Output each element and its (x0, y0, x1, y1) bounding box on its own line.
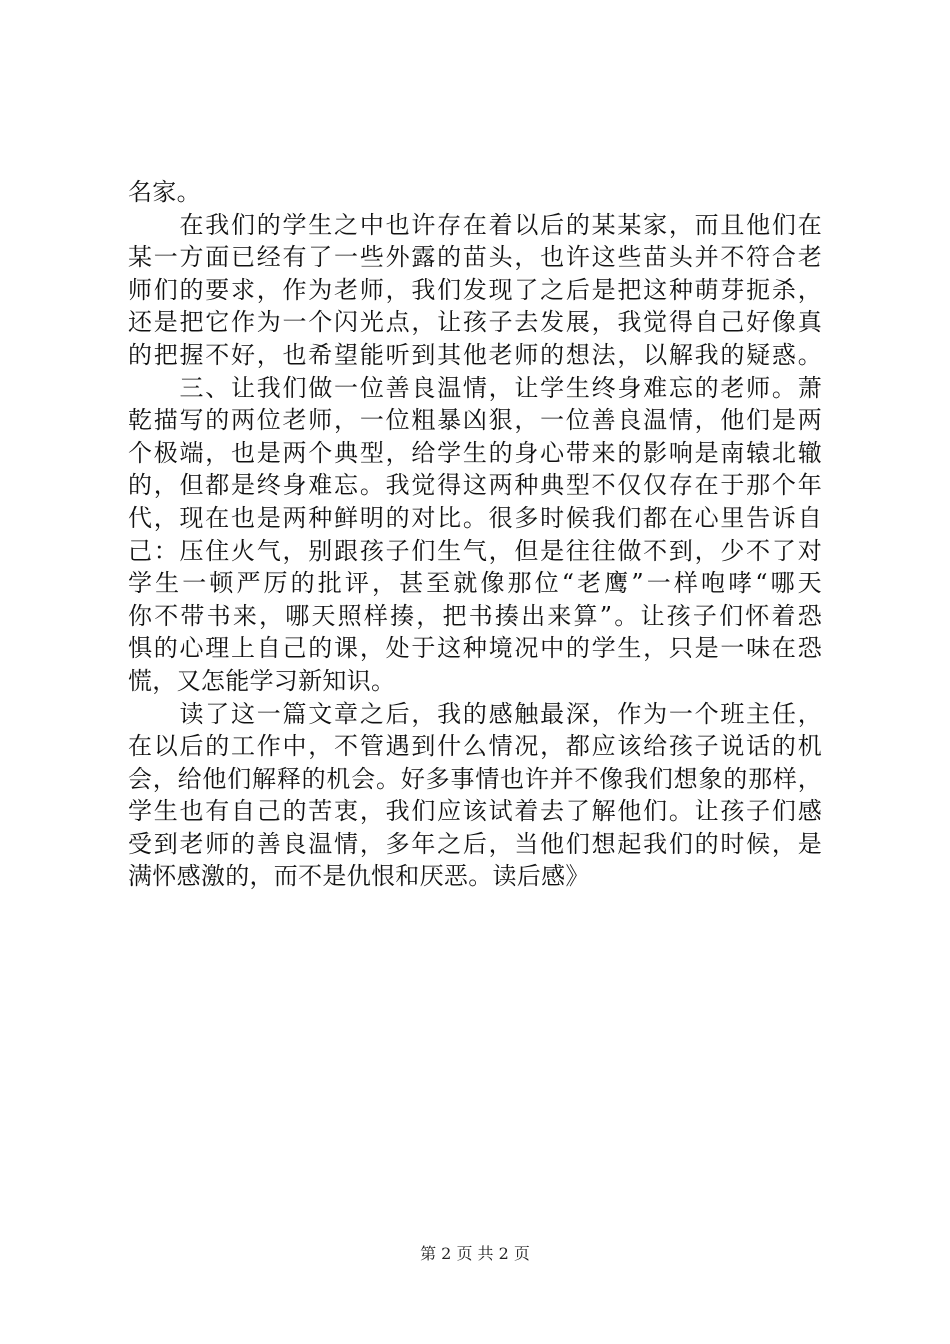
text-line: 乾描写的两位老师，一位粗暴凶狠，一位善良温情，他们是两 (128, 406, 822, 435)
text-line: 学生一顿严厉的批评，甚至就像那位“老鹰”一样咆哮“哪天 (128, 569, 822, 598)
text-line: 三、让我们做一位善良温情，让学生终身难忘的老师。萧 (128, 373, 822, 402)
text-line: 读了这一篇文章之后，我的感触最深，作为一个班主任， (128, 699, 822, 728)
text-line: 师们的要求，作为老师，我们发现了之后是把这种萌芽扼杀， (128, 275, 822, 304)
text-line: 的，但都是终身难忘。我觉得这两种典型不仅仅存在于那个年 (128, 471, 822, 500)
text-line: 慌，又怎能学习新知识。 (128, 666, 396, 695)
text-line: 你不带书来，哪天照样揍，把书揍出来算”。让孩子们怀着恐 (128, 601, 822, 630)
text-line: 还是把它作为一个闪光点，让孩子去发展，我觉得自己好像真 (128, 308, 822, 337)
body-text (128, 176, 822, 893)
text-line: 某一方面已经有了一些外露的苗头，也许这些苗头并不符合老 (128, 243, 822, 272)
text-line: 代，现在也是两种鲜明的对比。很多时候我们都在心里告诉自 (128, 503, 822, 532)
text-line: 在以后的工作中，不管遇到什么情况，都应该给孩子说话的机 (128, 732, 822, 761)
text-line: 惧的心理上自己的课，处于这种境况中的学生，只是一味在恐 (128, 634, 822, 663)
text-line: 个极端，也是两个典型，给学生的身心带来的影响是南辕北辙 (128, 438, 822, 467)
text-line: 在我们的学生之中也许存在着以后的某某家，而且他们在 (128, 210, 822, 239)
text-line: 受到老师的善良温情，多年之后，当他们想起我们的时候，是 (128, 829, 822, 858)
page-number-label: 第 2 页 共 2 页 (420, 1244, 530, 1263)
text-line: 名家。 (128, 178, 201, 206)
text-line: 会，给他们解释的机会。好多事情也许并不像我们想象的那样， (128, 764, 822, 793)
text-line: 的把握不好，也希望能听到其他老师的想法，以解我的疑惑。 (128, 340, 822, 369)
page-footer (0, 1244, 950, 1264)
text-line: 己：压住火气，别跟孩子们生气，但是往往做不到，少不了对 (128, 536, 822, 565)
text-line: 满怀感激的，而不是仇恨和厌恶。读后感》 (128, 862, 590, 891)
text-line: 学生也有自己的苦衷，我们应该试着去了解他们。让孩子们感 (128, 797, 822, 826)
